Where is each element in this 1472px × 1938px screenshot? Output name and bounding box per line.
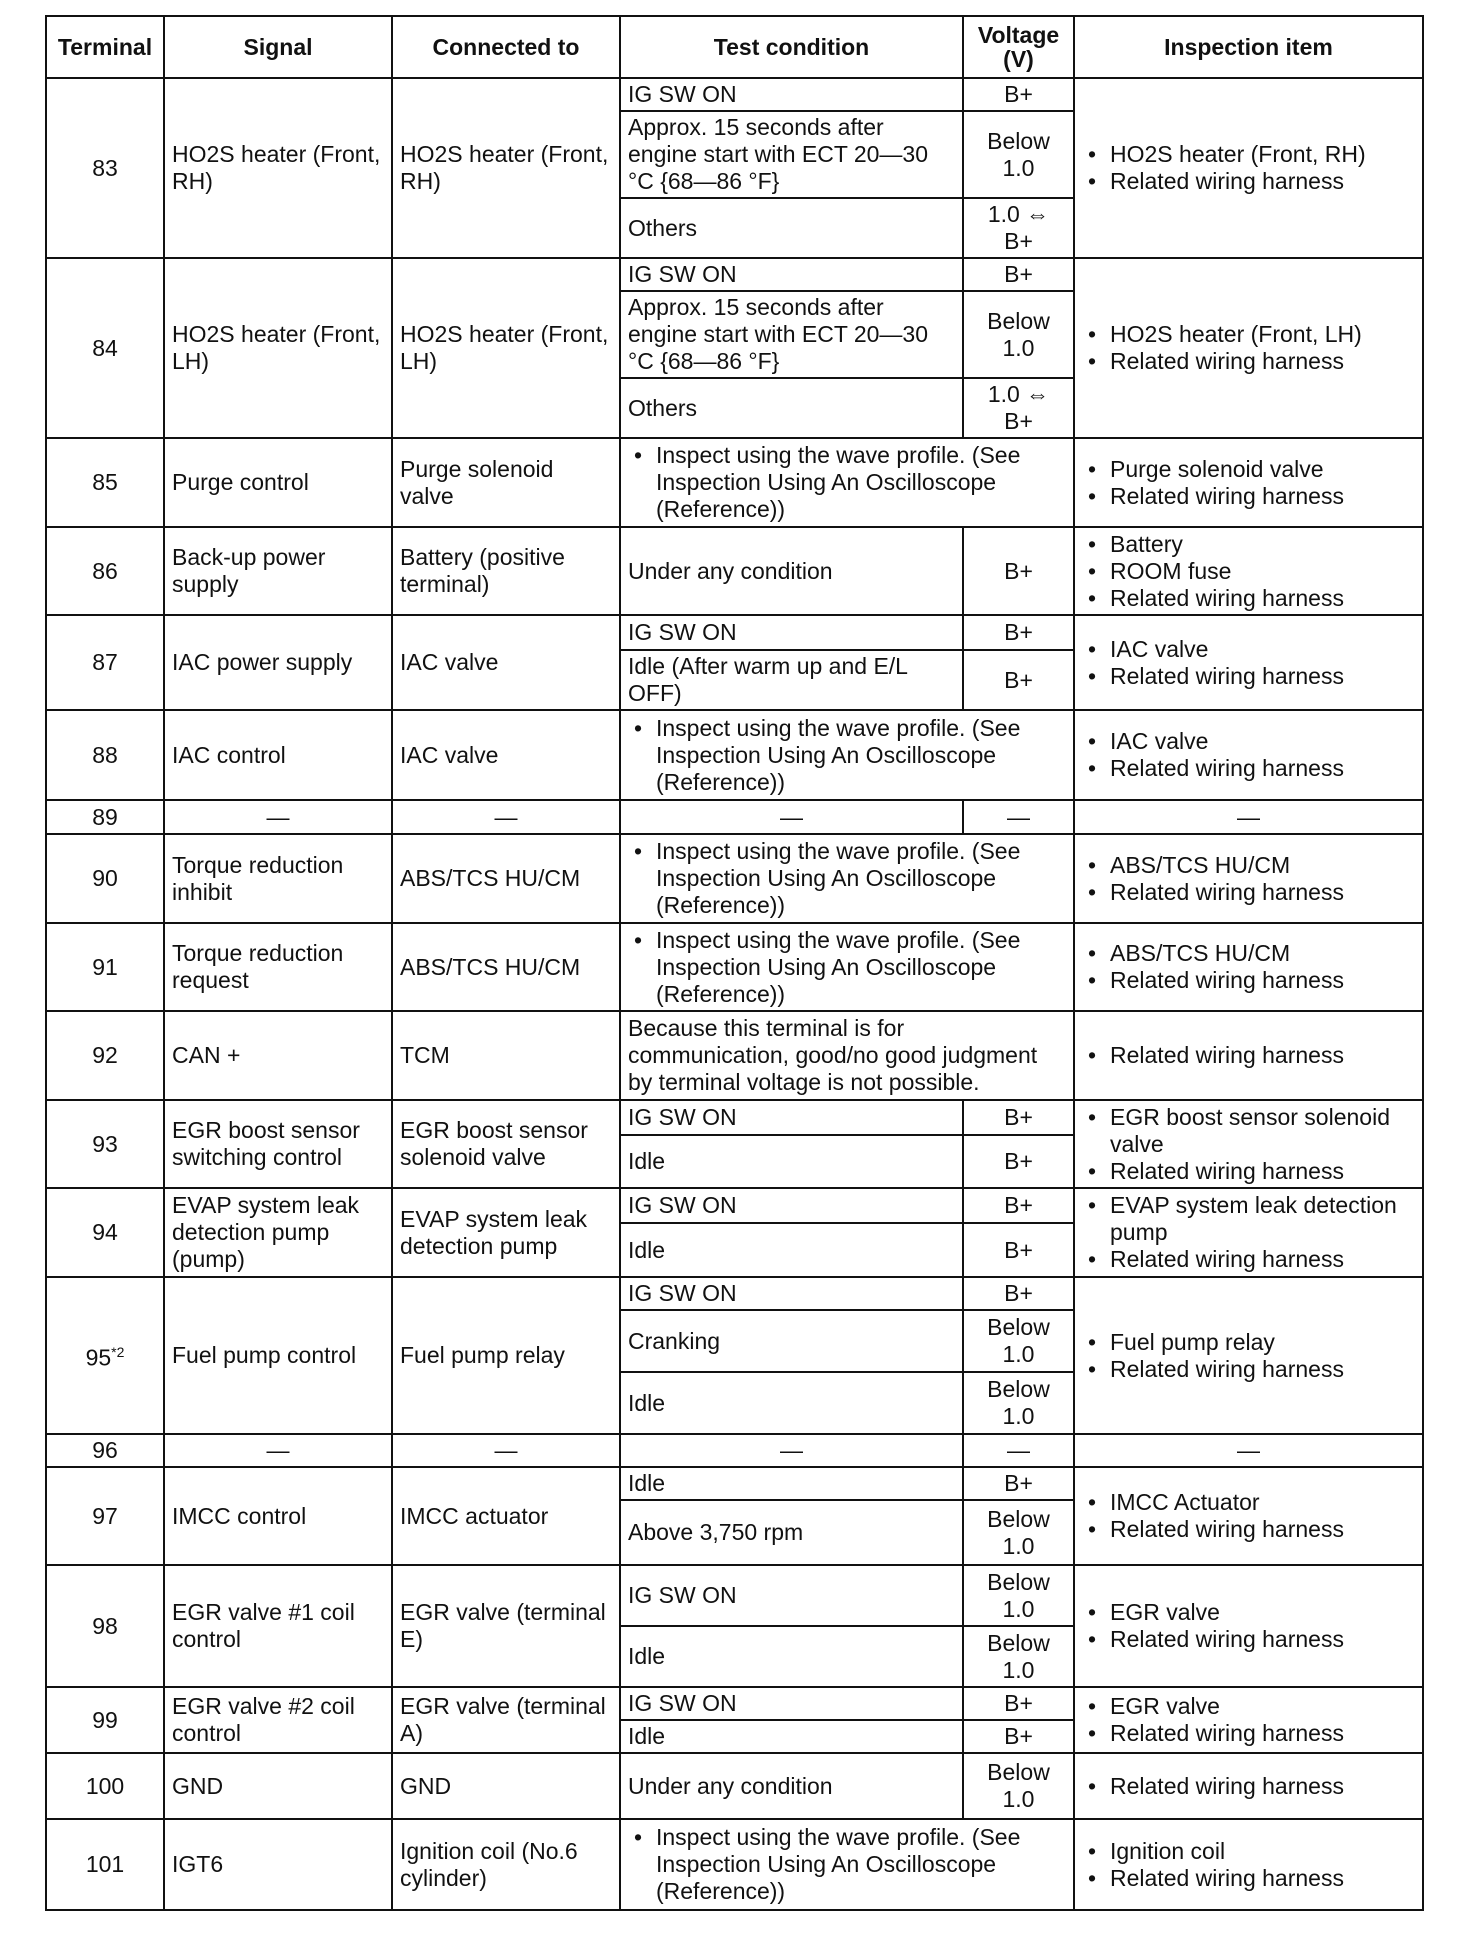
test-condition-cell: Idle <box>620 1626 963 1687</box>
wave-profile-note: • Inspect using the wave profile. (See Inspection Using An Oscilloscope (Reference)) <box>628 442 1066 523</box>
bullet-list <box>1082 456 1415 510</box>
test-condition-cell: IG SW ON <box>620 258 963 291</box>
connected-to-cell: EGR valve (terminal A) <box>392 1687 620 1753</box>
signal-cell: IAC power supply <box>164 615 392 710</box>
voltage-cell: B+ <box>963 78 1074 111</box>
terminal-number: 91 <box>92 953 118 980</box>
test-condition-cell <box>620 710 1074 800</box>
table-row <box>46 1277 1423 1310</box>
terminal-number: 98 <box>92 1612 118 1639</box>
test-condition-cell <box>620 438 1074 527</box>
bullet-list <box>1082 1192 1415 1273</box>
bullet-item: • EGR valve <box>1082 1599 1415 1626</box>
table-row <box>46 1753 1423 1819</box>
bullet-item: • Related wiring harness <box>1082 1720 1415 1747</box>
bullet-item: • Related wiring harness <box>1082 1158 1415 1185</box>
voltage-cell: B+ <box>963 527 1074 615</box>
voltage-cell: B+ <box>963 1135 1074 1188</box>
inspection-item-cell <box>1074 527 1423 615</box>
bullet-item: • Fuel pump relay <box>1082 1329 1415 1356</box>
terminal-cell <box>46 78 164 258</box>
terminal-number: 83 <box>92 154 118 181</box>
test-condition-cell: Idle <box>620 1372 963 1434</box>
connected-to-cell: ABS/TCS HU/CM <box>392 923 620 1011</box>
inspection-item-cell: — <box>1074 800 1423 834</box>
terminal-cell <box>46 1011 164 1100</box>
connected-to-cell: Fuel pump relay <box>392 1277 620 1434</box>
inspection-item-cell <box>1074 1011 1423 1100</box>
terminal-number: 97 <box>92 1502 118 1529</box>
test-condition-cell: Idle <box>620 1720 963 1753</box>
terminal-cell <box>46 923 164 1011</box>
table-row <box>46 923 1423 1011</box>
signal-cell: EVAP system leak detection pump (pump) <box>164 1188 392 1277</box>
voltage-cell: B+ <box>963 1467 1074 1500</box>
bullet-item: • Battery <box>1082 531 1415 558</box>
bullet-item: • Related wiring harness <box>1082 967 1415 994</box>
terminal-cell <box>46 1188 164 1277</box>
test-condition-cell: Approx. 15 seconds after engine start with ECT 20—30 °C {68—86 °F} <box>620 111 963 198</box>
test-condition-cell: IG SW ON <box>620 1565 963 1626</box>
bullet-item: • Related wiring harness <box>1082 585 1415 612</box>
bullet-list <box>1082 321 1415 375</box>
voltage-cell: 1.0 ⇔ B+ <box>963 378 1074 438</box>
voltage-cell: B+ <box>963 1223 1074 1277</box>
voltage-cell: 1.0 ⇔ B+ <box>963 198 1074 258</box>
voltage-cell: — <box>963 800 1074 834</box>
voltage-cell: B+ <box>963 1720 1074 1753</box>
bullet-item: • IAC valve <box>1082 636 1415 663</box>
bullet-list <box>628 442 1066 523</box>
table-row <box>46 1188 1423 1223</box>
bullet-item: • EVAP system leak detection pump <box>1082 1192 1415 1246</box>
signal-cell: IGT6 <box>164 1819 392 1910</box>
bullet-item: • Purge solenoid valve <box>1082 456 1415 483</box>
bullet-list <box>1082 1329 1415 1383</box>
inspection-item-cell <box>1074 834 1423 923</box>
bullet-item: • Related wiring harness <box>1082 663 1415 690</box>
bullet-list <box>1082 1599 1415 1653</box>
test-condition-cell: Others <box>620 198 963 258</box>
inspection-item-cell <box>1074 1687 1423 1753</box>
voltage-cell: B+ <box>963 1188 1074 1223</box>
terminal-number: 87 <box>92 649 118 675</box>
table-row <box>46 438 1423 527</box>
terminal-number: 95 <box>85 1344 112 1371</box>
signal-cell: CAN + <box>164 1011 392 1100</box>
voltage-cell: Below 1.0 <box>963 111 1074 198</box>
inspection-item-cell <box>1074 1819 1423 1910</box>
table-row <box>46 1565 1423 1626</box>
connected-to-cell: EGR valve (terminal E) <box>392 1565 620 1687</box>
table-row <box>46 710 1423 800</box>
inspection-item-cell <box>1074 1467 1423 1565</box>
bullet-list <box>1082 1104 1415 1185</box>
bullet-list <box>628 715 1066 796</box>
signal-cell: EGR boost sensor switching control <box>164 1100 392 1188</box>
terminal-cell <box>46 800 164 834</box>
bullet-list <box>1082 728 1415 782</box>
terminal-number: 92 <box>92 1042 118 1068</box>
voltage-cell: B+ <box>963 258 1074 291</box>
connected-to-cell: HO2S heater (Front, RH) <box>392 78 620 258</box>
voltage-cell: B+ <box>963 1687 1074 1720</box>
inspection-item-cell <box>1074 615 1423 710</box>
voltage-cell: Below 1.0 <box>963 291 1074 378</box>
terminal-cell <box>46 1467 164 1565</box>
connected-to-cell: TCM <box>392 1011 620 1100</box>
test-condition-cell: Cranking <box>620 1310 963 1372</box>
bullet-item: • HO2S heater (Front, LH) <box>1082 321 1415 348</box>
table-body <box>46 78 1423 1910</box>
bullet-item: • Related wiring harness <box>1082 1246 1415 1273</box>
bullet-item: • IAC valve <box>1082 728 1415 755</box>
bullet-item: • Related wiring harness <box>1082 1865 1415 1892</box>
terminal-number: 99 <box>92 1706 118 1733</box>
test-condition-cell: IG SW ON <box>620 1100 963 1135</box>
wave-profile-note: • Inspect using the wave profile. (See Inspection Using An Oscilloscope (Reference)) <box>628 715 1066 796</box>
terminal-cell <box>46 1687 164 1753</box>
wave-profile-note: • Inspect using the wave profile. (See Inspection Using An Oscilloscope (Reference)) <box>628 1824 1066 1905</box>
test-condition-cell <box>620 1819 1074 1910</box>
connected-to-cell: IAC valve <box>392 710 620 800</box>
bullet-list <box>1082 1489 1415 1543</box>
connected-to-cell: Battery (positive terminal) <box>392 527 620 615</box>
bullet-list <box>1082 531 1415 612</box>
connected-to-cell: — <box>392 800 620 834</box>
inspection-item-cell <box>1074 923 1423 1011</box>
signal-cell: Back-up power supply <box>164 527 392 615</box>
test-condition-cell: Idle <box>620 1467 963 1500</box>
test-condition-cell: Above 3,750 rpm <box>620 1500 963 1565</box>
header-row <box>46 16 1423 78</box>
terminal-cell <box>46 1565 164 1687</box>
connected-to-cell: IAC valve <box>392 615 620 710</box>
terminal-footnote: *2 <box>111 1344 125 1361</box>
header-signal: Signal <box>164 16 392 78</box>
connected-to-cell: IMCC actuator <box>392 1467 620 1565</box>
table-row <box>46 1434 1423 1467</box>
terminal-cell <box>46 527 164 615</box>
terminal-inspection-table <box>45 15 1424 1911</box>
bullet-item: • Related wiring harness <box>1082 1042 1415 1069</box>
bullet-item: • Related wiring harness <box>1082 1356 1415 1383</box>
table-row <box>46 78 1423 111</box>
test-condition-cell: Idle (After warm up and E/L OFF) <box>620 650 963 710</box>
signal-cell: Purge control <box>164 438 392 527</box>
test-condition-cell: Under any condition <box>620 527 963 615</box>
signal-cell: Fuel pump control <box>164 1277 392 1434</box>
header-terminal: Terminal <box>46 16 164 78</box>
table-row <box>46 615 1423 650</box>
terminal-cell <box>46 1753 164 1819</box>
bullet-item: • HO2S heater (Front, RH) <box>1082 141 1415 168</box>
terminal-cell <box>46 1277 164 1434</box>
inspection-item-cell <box>1074 1188 1423 1277</box>
test-condition-cell: — <box>620 800 963 834</box>
terminal-number: 96 <box>92 1437 118 1463</box>
test-condition-cell: Idle <box>620 1223 963 1277</box>
signal-cell: GND <box>164 1753 392 1819</box>
bullet-list <box>628 1824 1066 1905</box>
inspection-item-cell <box>1074 1277 1423 1434</box>
bullet-item: • Related wiring harness <box>1082 483 1415 510</box>
table-row <box>46 834 1423 923</box>
connected-to-cell: Purge solenoid valve <box>392 438 620 527</box>
voltage-cell: Below 1.0 <box>963 1310 1074 1372</box>
signal-cell: Torque reduction inhibit <box>164 834 392 923</box>
voltage-cell: B+ <box>963 1277 1074 1310</box>
test-condition-cell: Others <box>620 378 963 438</box>
terminal-number: 100 <box>85 1772 125 1799</box>
test-condition-cell: IG SW ON <box>620 1277 963 1310</box>
voltage-cell: Below 1.0 <box>963 1372 1074 1434</box>
bullet-item: • ROOM fuse <box>1082 558 1415 585</box>
terminal-cell <box>46 710 164 800</box>
terminal-cell <box>46 438 164 527</box>
terminal-cell <box>46 615 164 710</box>
header-test-condition: Test condition <box>620 16 963 78</box>
terminal-number: 84 <box>92 334 118 361</box>
inspection-item-cell <box>1074 258 1423 438</box>
header-connected-to: Connected to <box>392 16 620 78</box>
bullet-list <box>628 927 1066 1008</box>
bullet-item: • Related wiring harness <box>1082 168 1415 195</box>
bullet-item: • Related wiring harness <box>1082 1516 1415 1543</box>
bullet-item: • Related wiring harness <box>1082 879 1415 906</box>
table-row <box>46 1011 1423 1100</box>
connected-to-cell: Ignition coil (No.6 cylinder) <box>392 1819 620 1910</box>
bullet-list <box>1082 1773 1415 1800</box>
table-row <box>46 1467 1423 1500</box>
bullet-item: • Related wiring harness <box>1082 755 1415 782</box>
bullet-item: • EGR valve <box>1082 1693 1415 1720</box>
signal-cell: IAC control <box>164 710 392 800</box>
terminal-number: 85 <box>92 469 118 495</box>
terminal-number: 90 <box>92 865 118 891</box>
wave-profile-note: • Inspect using the wave profile. (See Inspection Using An Oscilloscope (Reference)) <box>628 927 1066 1008</box>
bullet-item: • ABS/TCS HU/CM <box>1082 940 1415 967</box>
terminal-number: 93 <box>92 1130 118 1157</box>
table-row <box>46 1100 1423 1135</box>
inspection-item-cell <box>1074 710 1423 800</box>
voltage-cell: B+ <box>963 615 1074 650</box>
signal-cell: Torque reduction request <box>164 923 392 1011</box>
table-row <box>46 800 1423 834</box>
test-condition-cell: Idle <box>620 1135 963 1188</box>
bullet-list <box>1082 1693 1415 1747</box>
bullet-list <box>628 838 1066 919</box>
test-condition-cell: IG SW ON <box>620 1687 963 1720</box>
test-condition-cell: IG SW ON <box>620 615 963 650</box>
test-condition-cell <box>620 834 1074 923</box>
signal-cell: HO2S heater (Front, RH) <box>164 78 392 258</box>
terminal-cell <box>46 834 164 923</box>
terminal-cell <box>46 1819 164 1910</box>
inspection-item-cell <box>1074 438 1423 527</box>
test-condition-cell: — <box>620 1434 963 1467</box>
bullet-list <box>1082 852 1415 906</box>
connected-to-cell: EVAP system leak detection pump <box>392 1188 620 1277</box>
test-condition-cell <box>620 923 1074 1011</box>
bullet-item: • ABS/TCS HU/CM <box>1082 852 1415 879</box>
bullet-item: • Ignition coil <box>1082 1838 1415 1865</box>
signal-cell: EGR valve #1 coil control <box>164 1565 392 1687</box>
table-row <box>46 1819 1423 1910</box>
connected-to-cell: GND <box>392 1753 620 1819</box>
terminal-number: 86 <box>92 557 118 584</box>
test-condition-note: Because this terminal is for communication, good/no good judgment by terminal voltage is not possible. <box>620 1011 1074 1100</box>
bullet-list <box>1082 636 1415 690</box>
terminal-number: 88 <box>92 741 118 768</box>
test-condition-cell: Under any condition <box>620 1753 963 1819</box>
inspection-item-cell <box>1074 1753 1423 1819</box>
wave-profile-note: • Inspect using the wave profile. (See Inspection Using An Oscilloscope (Reference)) <box>628 838 1066 919</box>
connected-to-cell: ABS/TCS HU/CM <box>392 834 620 923</box>
bullet-list <box>1082 1042 1415 1069</box>
inspection-item-cell: — <box>1074 1434 1423 1467</box>
bullet-item: • IMCC Actuator <box>1082 1489 1415 1516</box>
inspection-item-cell <box>1074 78 1423 258</box>
voltage-cell: Below 1.0 <box>963 1626 1074 1687</box>
table-row <box>46 527 1423 615</box>
terminal-cell <box>46 1100 164 1188</box>
signal-cell: HO2S heater (Front, LH) <box>164 258 392 438</box>
connected-to-cell: HO2S heater (Front, LH) <box>392 258 620 438</box>
terminal-number: 101 <box>85 1851 125 1877</box>
header-inspection-item: Inspection item <box>1074 16 1423 78</box>
voltage-cell: Below 1.0 <box>963 1753 1074 1819</box>
test-condition-cell: IG SW ON <box>620 78 963 111</box>
bullet-item: • Related wiring harness <box>1082 1773 1415 1800</box>
signal-cell: — <box>164 800 392 834</box>
signal-cell: — <box>164 1434 392 1467</box>
terminal-number: 94 <box>92 1219 118 1245</box>
test-condition-cell: IG SW ON <box>620 1188 963 1223</box>
connected-to-cell: EGR boost sensor solenoid valve <box>392 1100 620 1188</box>
bullet-list <box>1082 141 1415 195</box>
terminal-cell <box>46 258 164 438</box>
bullet-item: • EGR boost sensor solenoid valve <box>1082 1104 1415 1158</box>
bullet-list <box>1082 940 1415 994</box>
bullet-list <box>1082 1838 1415 1892</box>
header-voltage: Voltage (V) <box>963 16 1074 78</box>
signal-cell: IMCC control <box>164 1467 392 1565</box>
voltage-cell: B+ <box>963 1100 1074 1135</box>
voltage-cell: — <box>963 1434 1074 1467</box>
connected-to-cell: — <box>392 1434 620 1467</box>
voltage-cell: B+ <box>963 650 1074 710</box>
bullet-item: • Related wiring harness <box>1082 348 1415 375</box>
signal-cell: EGR valve #2 coil control <box>164 1687 392 1753</box>
voltage-cell: Below 1.0 <box>963 1565 1074 1626</box>
table-row <box>46 258 1423 291</box>
terminal-number: 89 <box>92 803 118 830</box>
bullet-item: • Related wiring harness <box>1082 1626 1415 1653</box>
voltage-cell: Below 1.0 <box>963 1500 1074 1565</box>
terminal-cell <box>46 1434 164 1467</box>
inspection-item-cell <box>1074 1565 1423 1687</box>
table-row <box>46 1687 1423 1720</box>
inspection-item-cell <box>1074 1100 1423 1188</box>
test-condition-cell: Approx. 15 seconds after engine start with ECT 20—30 °C {68—86 °F} <box>620 291 963 378</box>
